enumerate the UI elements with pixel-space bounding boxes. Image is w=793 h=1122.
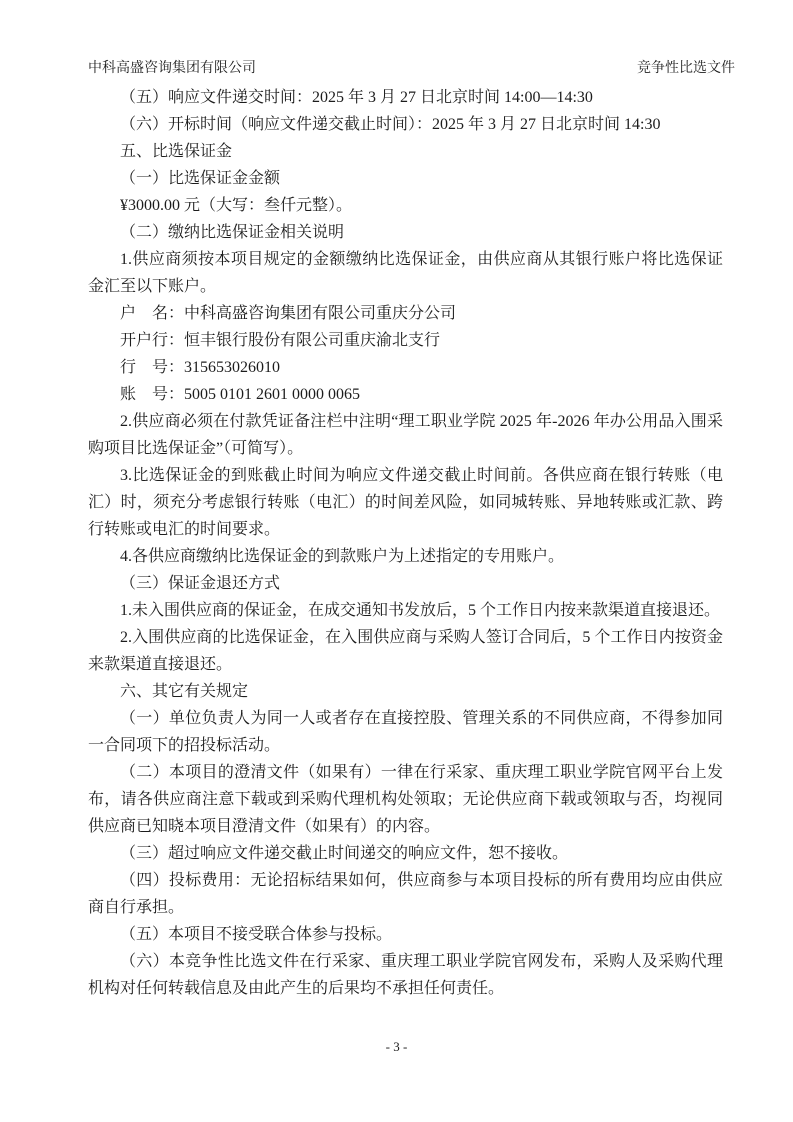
paragraph: 户 名：中科高盛咨询集团有限公司重庆分公司 [120, 305, 457, 322]
paragraph: 2.入围供应商的比选保证金，在入围供应商与采购人签订合同后，5 个工作日内按资金来款渠道直接退还。 [88, 629, 723, 673]
paragraph: 账 号：5005 0101 2601 0000 0065 [120, 386, 361, 403]
page-header [88, 60, 735, 78]
paragraph: 1.未入围供应商的保证金，在成交通知书发放后，5 个工作日内按来款渠道直接退还。 [120, 602, 721, 619]
paragraph: （二）缴纳比选保证金相关说明 [120, 224, 345, 241]
paragraph: （二）本项目的澄清文件（如果有）一律在行采家、重庆理工职业学院官网平台上发布，请各供应商注意下载或到采购代理机构处领取；无论供应商下载或领取与否，均视同供应商已知晓本项目澄清文件（如果有）的内容。 [88, 764, 723, 835]
paragraph: （一）比选保证金金额 [120, 170, 281, 187]
paragraph: （六）本竞争性比选文件在行采家、重庆理工职业学院官网发布，采购人及采购代理机构对任何转载信息及由此产生的后果均不承担任何责任。 [88, 953, 723, 997]
paragraph: 3.比选保证金的到账截止时间为响应文件递交截止时间前。各供应商在银行转账（电汇）时，须充分考虑银行转账（电汇）的时间差风险，如同城转账、异地转账或汇款、跨行转账或电汇的时间要求。 [88, 467, 723, 538]
document-body [88, 84, 723, 1002]
paragraph: （五）本项目不接受联合体参与投标。 [120, 926, 393, 943]
paragraph: （六）开标时间（响应文件递交截止时间）：2025 年 3 月 27 日北京时间 14:30 [120, 116, 661, 133]
paragraph: 4.各供应商缴纳比选保证金的到款账户为上述指定的专用账户。 [120, 548, 565, 565]
paragraph: 六、其它有关规定 [120, 683, 249, 700]
page-number: - 3 - [385, 1039, 408, 1054]
paragraph: 2.供应商必须在付款凭证备注栏中注明“理工职业学院 2025 年-2026 年办公用品入围采购项目比选保证金”（可简写）。 [88, 413, 723, 457]
paragraph: （一）单位负责人为同一人或者存在直接控股、管理关系的不同供应商，不得参加同一合同项下的招投标活动。 [88, 710, 723, 754]
paragraph: 1.供应商须按本项目规定的金额缴纳比选保证金，由供应商从其银行账户将比选保证金汇至以下账户。 [88, 251, 723, 295]
paragraph: （四）投标费用：无论招标结果如何，供应商参与本项目投标的所有费用均应由供应商自行承担。 [88, 872, 723, 916]
header-doc-type: 竞争性比选文件 [637, 61, 735, 76]
paragraph: 开户行：恒丰银行股份有限公司重庆渝北支行 [120, 332, 441, 349]
header-agency-name: 中科高盛咨询集团有限公司 [88, 61, 256, 76]
paragraph: 行 号：315653026010 [120, 359, 281, 376]
paragraph: （三）超过响应文件递交截止时间递交的响应文件，恕不接收。 [120, 845, 569, 862]
paragraph: （五）响应文件递交时间：2025 年 3 月 27 日北京时间 14:00—14:30 [120, 89, 593, 106]
page-footer [0, 1038, 793, 1056]
paragraph: 五、比选保证金 [120, 143, 233, 160]
paragraph: （三）保证金退还方式 [120, 575, 281, 592]
paragraph: ¥3000.00 元（大写：叁仟元整）。 [120, 197, 353, 214]
